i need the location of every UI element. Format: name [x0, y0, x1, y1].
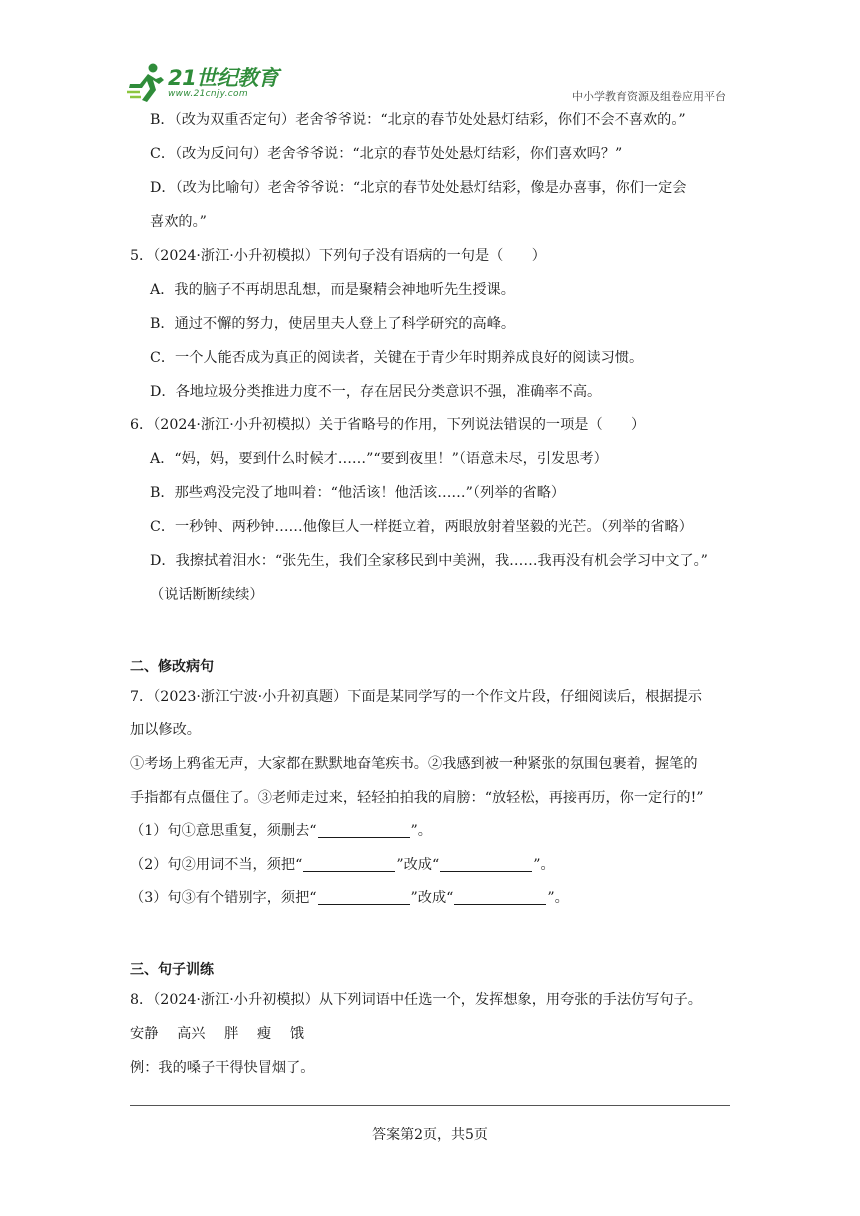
- answer-blank[interactable]: [454, 890, 546, 905]
- q7-sub2-close: ”。: [533, 857, 555, 873]
- q4-option-b: B．（改为双重否定句）老舍爷爷说：“北京的春节处处悬灯结彩，你们不会不喜欢的。”: [150, 112, 686, 128]
- q7-sub1-prompt: （1）句①意思重复，须删去“: [130, 823, 317, 839]
- q7-passage-line1: ①考场上鸦雀无声，大家都在默默地奋笔疾书。②我感到被一种紧张的氛围包裹着，握笔的: [130, 756, 698, 772]
- q4-option-d-cont: 喜欢的。”: [150, 214, 207, 230]
- q7-sub3-close: ”。: [547, 890, 569, 906]
- q8-stem: 8．（2024·浙江·小升初模拟）从下列词语中任选一个，发挥想象，用夸张的手法仿写句子。: [130, 992, 702, 1008]
- q7-sub3-prompt: （3）句③有个错别字，须把“: [130, 890, 317, 906]
- answer-blank[interactable]: [318, 890, 410, 905]
- q6-option-c: C．一秒钟、两秒钟……他像巨人一样挺立着，两眼放射着坚毅的光芒。（列举的省略）: [150, 519, 693, 535]
- answer-blank[interactable]: [303, 857, 395, 872]
- section3-title: 三、句子训练: [130, 962, 214, 978]
- site-logo: [126, 60, 286, 106]
- q8-example: 例：我的嗓子干得快冒烟了。: [130, 1060, 315, 1076]
- q5-option-c: C．一个人能否成为真正的阅读者，关键在于青少年时期养成良好的阅读习惯。: [150, 350, 644, 366]
- logo-url: www.21cnjy.com: [168, 89, 248, 99]
- q5-option-b: B．通过不懈的努力，使居里夫人登上了科学研究的高峰。: [150, 316, 516, 332]
- logo-wordmark: 21世纪教育: [168, 66, 279, 90]
- q5-stem: 5．（2024·浙江·小升初模拟）下列句子没有语病的一句是（ ）: [130, 248, 546, 264]
- q7-sub1-close: ”。: [410, 823, 432, 839]
- q6-option-a: A．“妈，妈，要到什么时候才……”“要到夜里！”（语意未尽，引发思考）: [150, 451, 608, 467]
- q7-sub2: [130, 855, 555, 875]
- q7-sub3-mid: ”改成“: [410, 890, 454, 906]
- q7-stem: 7．（2023·浙江宁波·小升初真题）下面是某同学写的一个作文片段，仔细阅读后，根据提示: [130, 689, 702, 705]
- q6-stem: 6．（2024·浙江·小升初模拟）关于省略号的作用，下列说法错误的一项是（ ）: [130, 417, 646, 433]
- q5-option-d: D．各地垃圾分类推进力度不一，存在居民分类意识不强，准确率不高。: [150, 384, 602, 400]
- page-number: 答案第2页，共5页: [372, 1127, 488, 1143]
- q8-word-list: 安静 高兴 胖 瘦 饿: [130, 1026, 305, 1042]
- q7-sub2-mid: ”改成“: [396, 857, 440, 873]
- q4-option-c: C．（改为反问句）老舍爷爷说：“北京的春节处处悬灯结彩，你们喜欢吗？”: [150, 146, 623, 162]
- q6-option-b: B．那些鸡没完没了地叫着：“他活该！他活该……”（列举的省略）: [150, 485, 566, 501]
- answer-blank[interactable]: [440, 857, 532, 872]
- q4-option-d: D．（改为比喻句）老舍爷爷说：“北京的春节处处悬灯结彩，像是办喜事，你们一定会: [150, 180, 687, 196]
- q7-sub3: [130, 888, 569, 908]
- platform-name: 中小学教育资源及组卷应用平台: [572, 90, 726, 103]
- q7-sub1: [130, 821, 432, 841]
- section2-title: 二、修改病句: [130, 659, 214, 675]
- q7-stem-cont: 加以修改。: [130, 722, 201, 738]
- q6-option-d-cont: （说话断断续续）: [150, 587, 264, 603]
- q7-sub2-prompt: （2）句②用词不当，须把“: [130, 857, 303, 873]
- runner-icon: [126, 62, 166, 104]
- answer-blank[interactable]: [318, 823, 410, 838]
- q6-option-d: D．我擦拭着泪水：“张先生，我们全家移民到中美洲，我……我再没有机会学习中文了。”: [150, 553, 708, 569]
- q5-option-a: A．我的脑子不再胡思乱想，而是聚精会神地听先生授课。: [150, 282, 515, 298]
- q7-passage-line2: 手指都有点僵住了。③老师走过来，轻轻拍拍我的肩膀：“放轻松，再接再历，你一定行的!”: [130, 790, 704, 806]
- footer-divider: [130, 1105, 730, 1106]
